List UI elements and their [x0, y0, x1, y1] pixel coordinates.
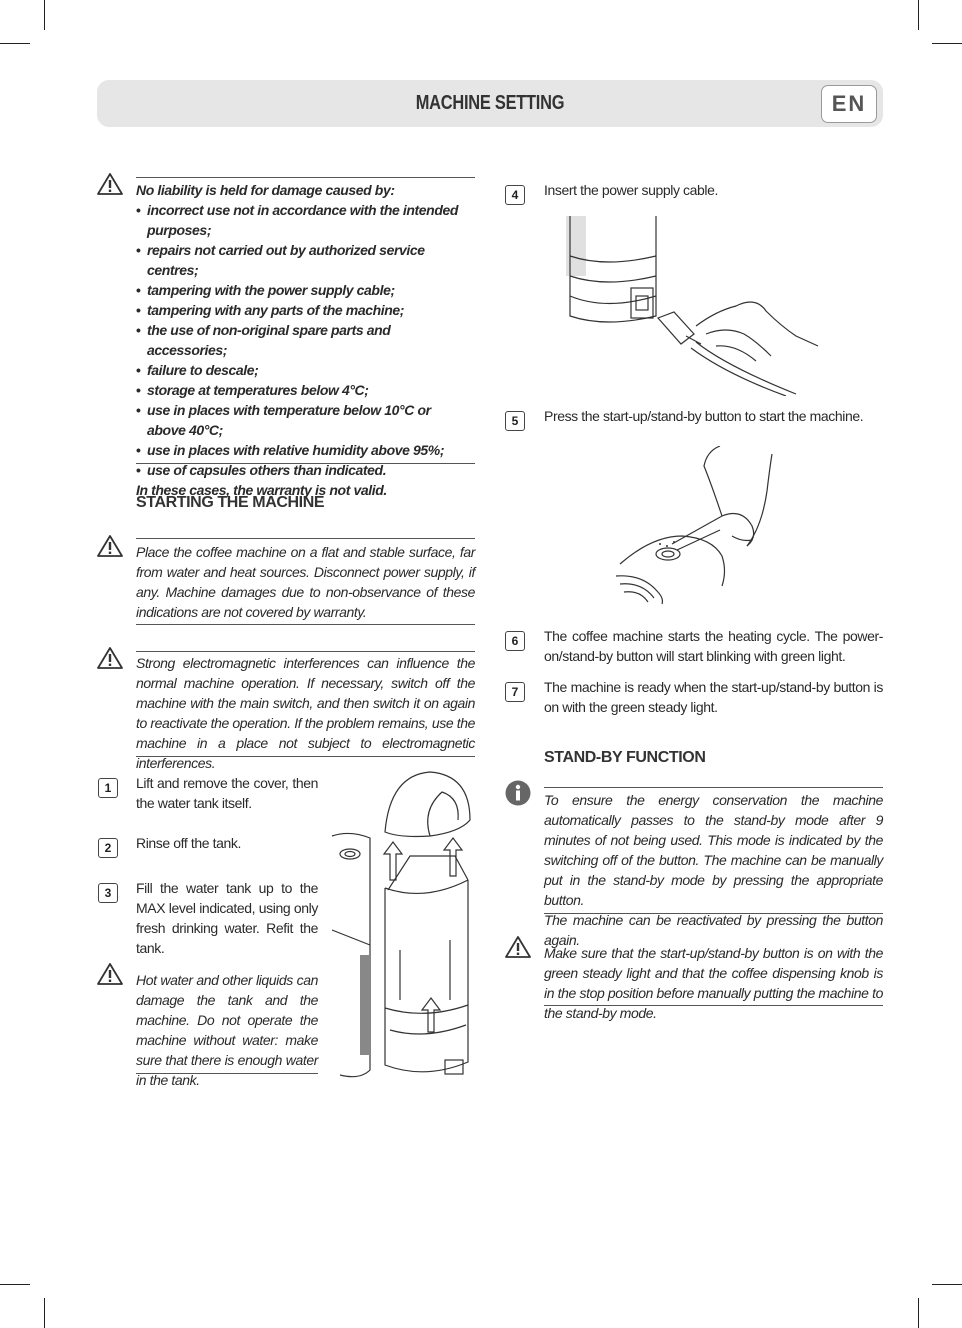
warning-text-placement: Place the coffee machine on a flat and stable surface, far from water and heat sources. Disconnect power supply, if any. Machine damages due to non-observance of these indications are not covered by warranty.: [136, 544, 475, 620]
step-text-7: The machine is ready when the start-up/stand-by button is on with the green steady light.: [544, 679, 883, 715]
warning-icon: [96, 534, 124, 558]
liability-title: No liability is held for damage caused by:: [136, 182, 395, 198]
list-item: • incorrect use not in accordance with the intended purposes;: [136, 200, 466, 240]
crop-mark: [44, 1298, 45, 1328]
liability-footer: In these cases, the warranty is not valid.: [136, 482, 387, 498]
list-item: • use in places with temperature below 10°C or above 40°C;: [136, 400, 466, 440]
step-number-1: 1: [98, 778, 118, 798]
section-title-starting: STARTING THE MACHINE: [136, 494, 325, 511]
standby-info-text: [544, 790, 883, 950]
step-text-4: Insert the power supply cable.: [544, 182, 718, 198]
start-button-illustration: [612, 446, 782, 606]
standby-warning-text: Make sure that the start-up/stand-by button is on with the green steady light and that the coffee dispensing knob is in the stop position before manually putting the machine to the stand-by mode.: [544, 945, 883, 1021]
warning-icon: [96, 646, 124, 670]
crop-mark: [918, 1298, 919, 1328]
step-text-1: Lift and remove the cover, then the water tank itself.: [136, 775, 318, 811]
standby-info-paragraph: To ensure the energy conservation the machine automatically passes to the stand-by mode after 9 minutes of not being used. This mode is indicated by the switching off of the button. The machine can be manually put in the stand-by mode by pressing the appropriate button.: [544, 792, 883, 908]
warning-text-interference: Strong electromagnetic interferences can influence the normal machine operation. If necessary, switch off the machine with the main switch, and then switch it on again to reactivate the operation. If the problem remains, use the machine in a place not subject to electromagnetic interferences.: [136, 655, 475, 771]
info-icon: [505, 780, 531, 806]
divider: [544, 1005, 883, 1006]
crop-mark: [918, 0, 919, 30]
divider: [136, 756, 475, 757]
step-number-7: 7: [505, 682, 525, 702]
page-title: MACHINE SETTING: [415, 92, 565, 114]
language-badge: EN: [821, 85, 877, 123]
section-title-standby: STAND-BY FUNCTION: [544, 749, 706, 766]
list-item: • storage at temperatures below 4°C;: [136, 380, 466, 400]
divider: [136, 651, 475, 652]
divider: [136, 538, 475, 539]
warning-icon: [96, 172, 124, 196]
divider: [544, 787, 883, 788]
tank-removal-illustration: [330, 770, 480, 1095]
step-text-3: Fill the water tank up to the MAX level indicated, using only fresh drinking water. Refit the tank.: [136, 880, 318, 956]
step-text-2: Rinse off the tank.: [136, 835, 241, 851]
crop-mark: [44, 0, 45, 30]
page-header: [97, 80, 883, 127]
step-text-6: The coffee machine starts the heating cycle. The power-on/stand-by button will start blinking with green light.: [544, 628, 883, 664]
liability-list: [136, 200, 466, 480]
crop-mark: [932, 43, 962, 44]
step-number-2: 2: [98, 838, 118, 858]
warning-icon: [504, 935, 532, 959]
list-item: • use of capsules others than indicated.: [136, 460, 466, 480]
list-item: • failure to descale;: [136, 360, 466, 380]
list-item: • tampering with any parts of the machine;: [136, 300, 466, 320]
divider: [136, 177, 475, 178]
crop-mark: [0, 1284, 30, 1285]
step-number-6: 6: [505, 631, 525, 651]
divider: [136, 624, 475, 625]
power-cable-illustration: [566, 216, 826, 396]
list-item: • repairs not carried out by authorized service centres;: [136, 240, 466, 280]
list-item: • use in places with relative humidity above 95%;: [136, 440, 466, 460]
step-text-5: Press the start-up/stand-by button to start the machine.: [544, 408, 864, 424]
standby-info-reactivate: The machine can be reactivated by pressing the button again.: [544, 912, 883, 948]
list-item: • the use of non-original spare parts and accessories;: [136, 320, 466, 360]
step-number-5: 5: [505, 411, 525, 431]
crop-mark: [0, 43, 30, 44]
step-number-3: 3: [98, 883, 118, 903]
warning-text-water: Hot water and other liquids can damage the tank and the machine. Do not operate the machine without water: make sure that there is enough water in the tank.: [136, 972, 318, 1088]
divider: [544, 913, 883, 914]
warning-icon: [96, 962, 124, 986]
list-item: • tampering with the power supply cable;: [136, 280, 466, 300]
divider: [136, 1073, 318, 1074]
liability-notice: [136, 180, 466, 500]
step-number-4: 4: [505, 185, 525, 205]
divider: [136, 463, 475, 464]
crop-mark: [932, 1284, 962, 1285]
